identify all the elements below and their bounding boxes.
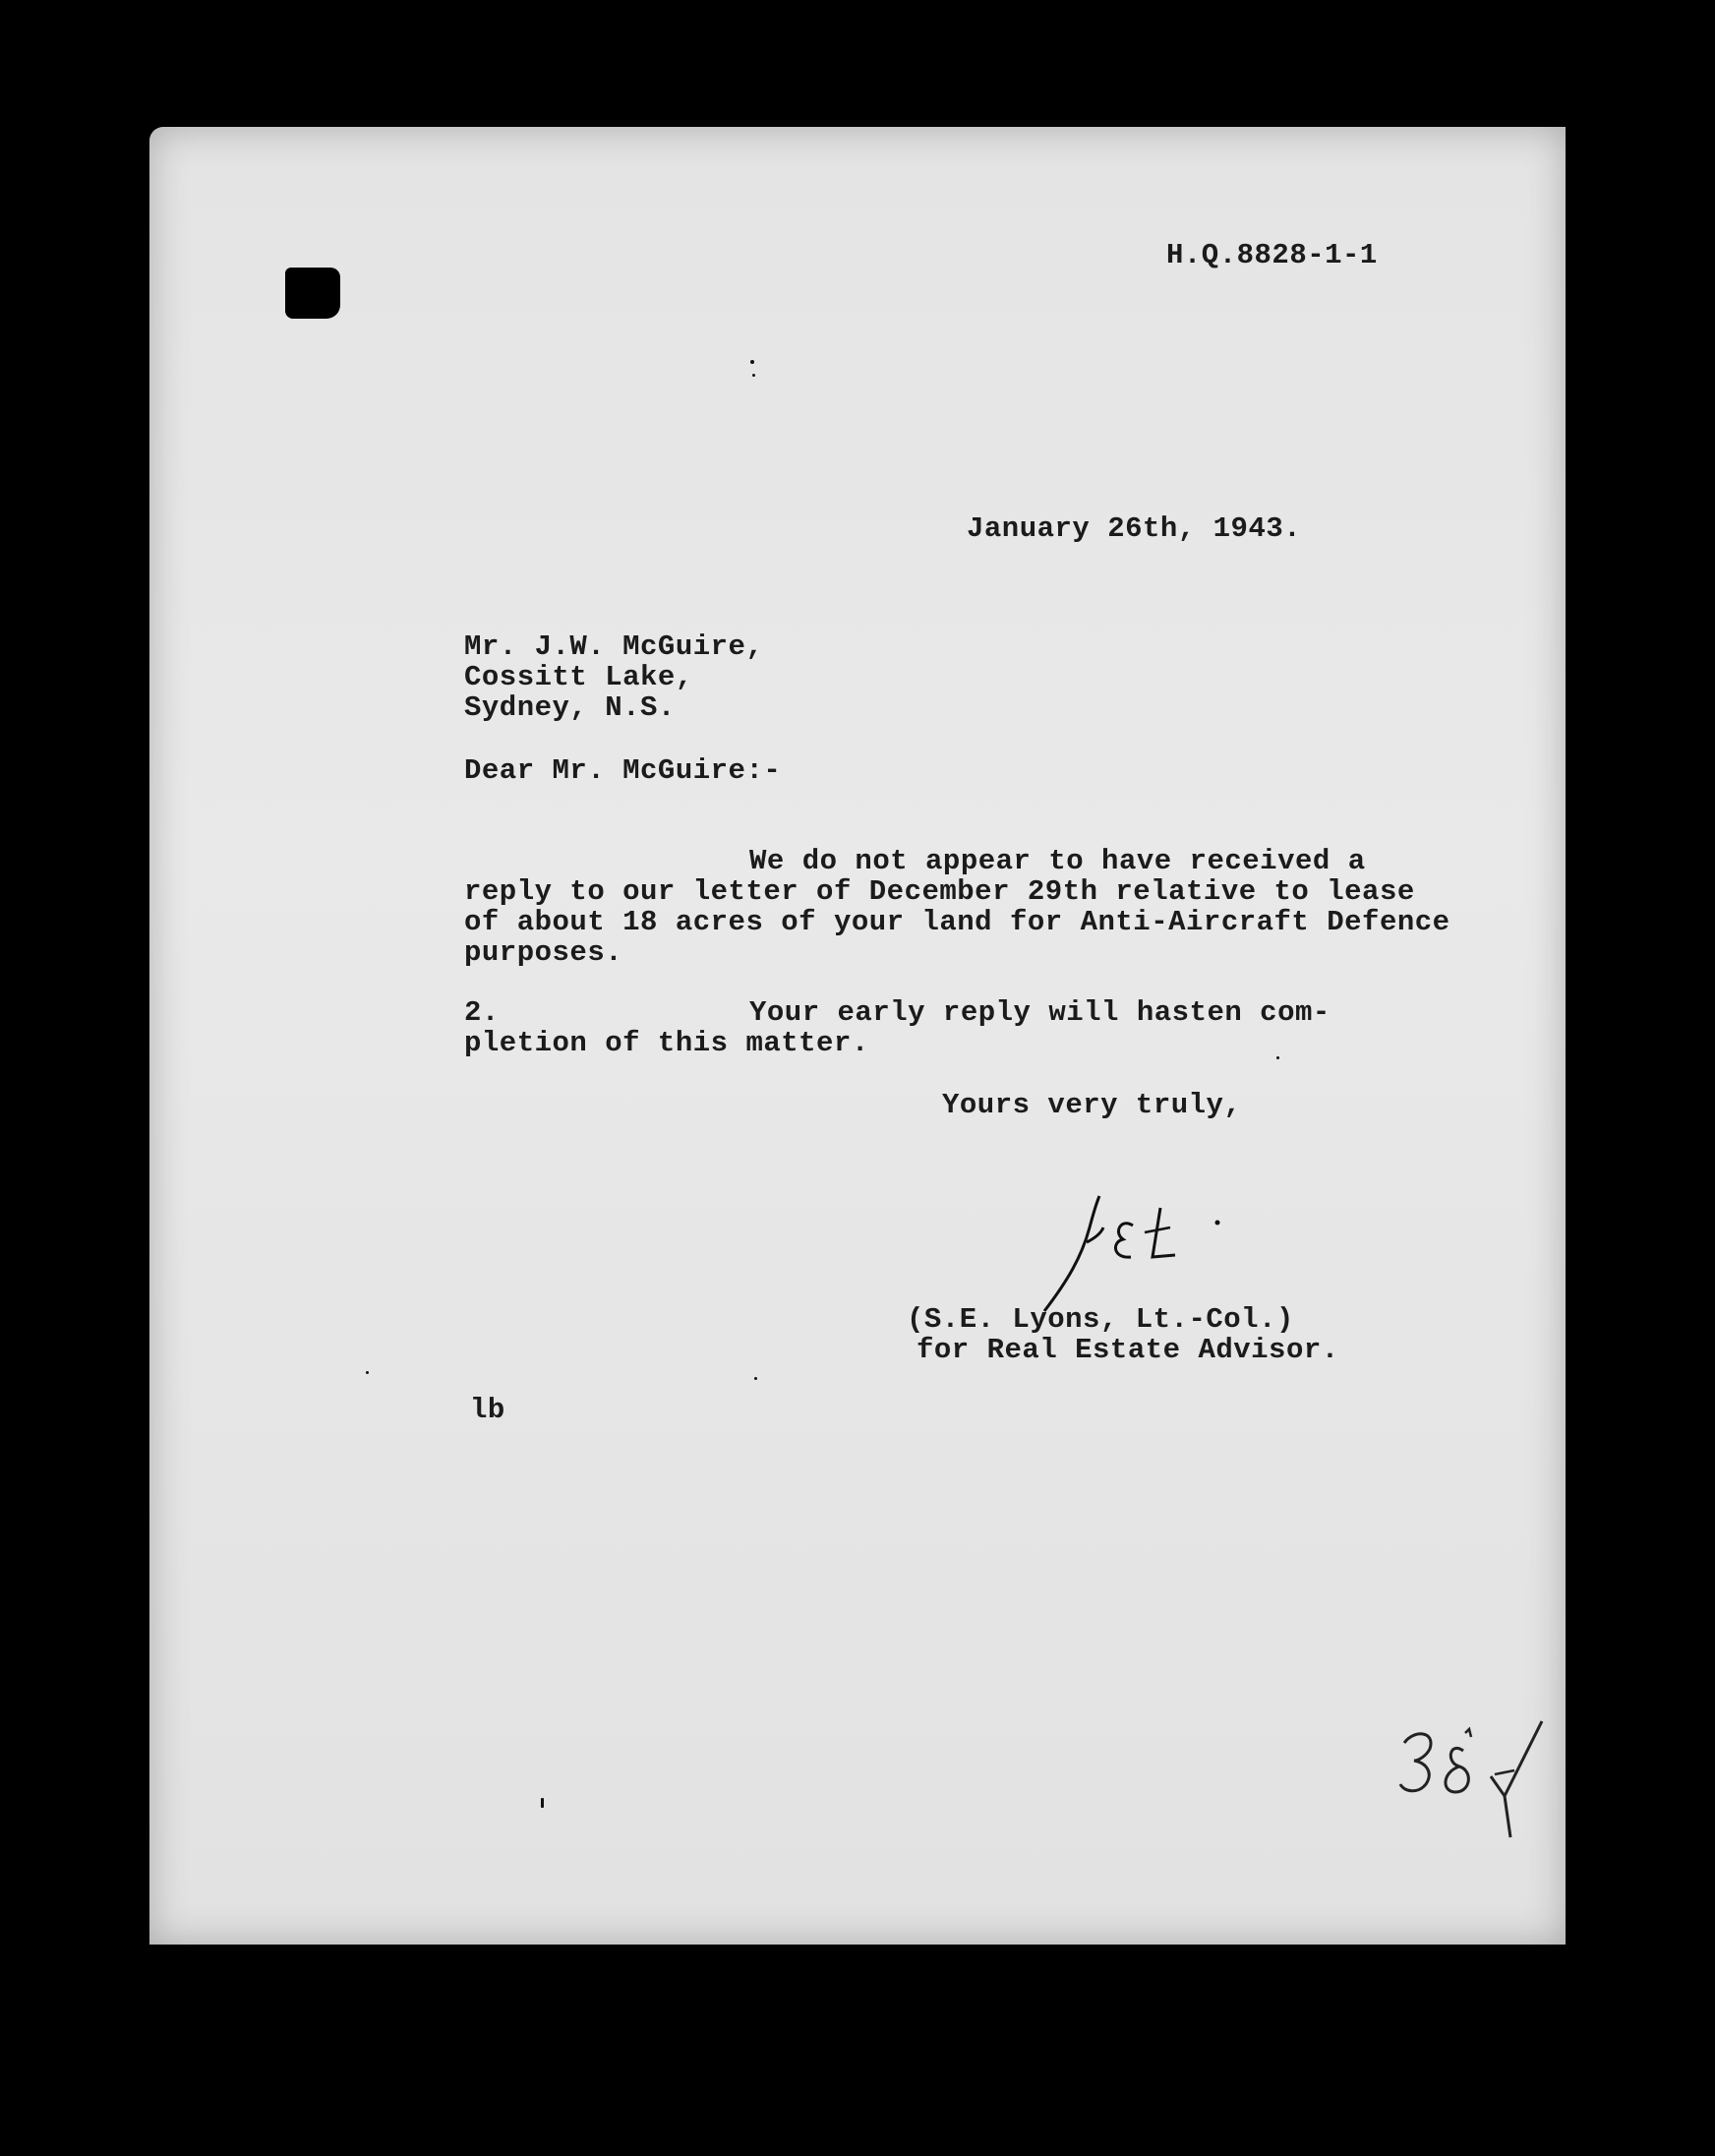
dust-speck bbox=[754, 1377, 757, 1380]
recipient-street: Cossitt Lake, bbox=[464, 661, 693, 693]
typist-initials: lb bbox=[470, 1394, 505, 1426]
handwritten-signature bbox=[1042, 1188, 1229, 1316]
dust-speck bbox=[752, 374, 755, 377]
paragraph-1-line: of about 18 acres of your land for Anti-Aircraft Defence bbox=[464, 906, 1450, 938]
paragraph-1-line: We do not appear to have received a bbox=[749, 845, 1366, 877]
file-reference: H.Q.8828-1-1 bbox=[1166, 239, 1378, 271]
dust-speck bbox=[366, 1371, 369, 1374]
paragraph-2-line: pletion of this matter. bbox=[464, 1027, 869, 1059]
closing: Yours very truly, bbox=[942, 1089, 1242, 1121]
paragraph-2-line: Your early reply will hasten com- bbox=[749, 996, 1331, 1029]
salutation: Dear Mr. McGuire:- bbox=[464, 754, 782, 787]
paragraph-1-line: purposes. bbox=[464, 936, 623, 969]
paragraph-number: 2. bbox=[464, 996, 500, 1029]
letter-date: January 26th, 1943. bbox=[967, 512, 1302, 545]
recipient-name: Mr. J.W. McGuire, bbox=[464, 630, 764, 663]
signer-title: for Real Estate Advisor. bbox=[917, 1334, 1339, 1366]
signer-name: (S.E. Lyons, Lt.-Col.) bbox=[907, 1303, 1294, 1336]
dust-speck bbox=[541, 1798, 544, 1808]
dust-speck bbox=[750, 360, 754, 364]
recipient-city: Sydney, N.S. bbox=[464, 691, 676, 724]
pencil-annotation bbox=[1394, 1711, 1562, 1849]
paragraph-1-line: reply to our letter of December 29th relative to lease bbox=[464, 875, 1415, 908]
punch-hole-mark bbox=[285, 268, 340, 319]
dust-speck bbox=[1276, 1056, 1279, 1059]
